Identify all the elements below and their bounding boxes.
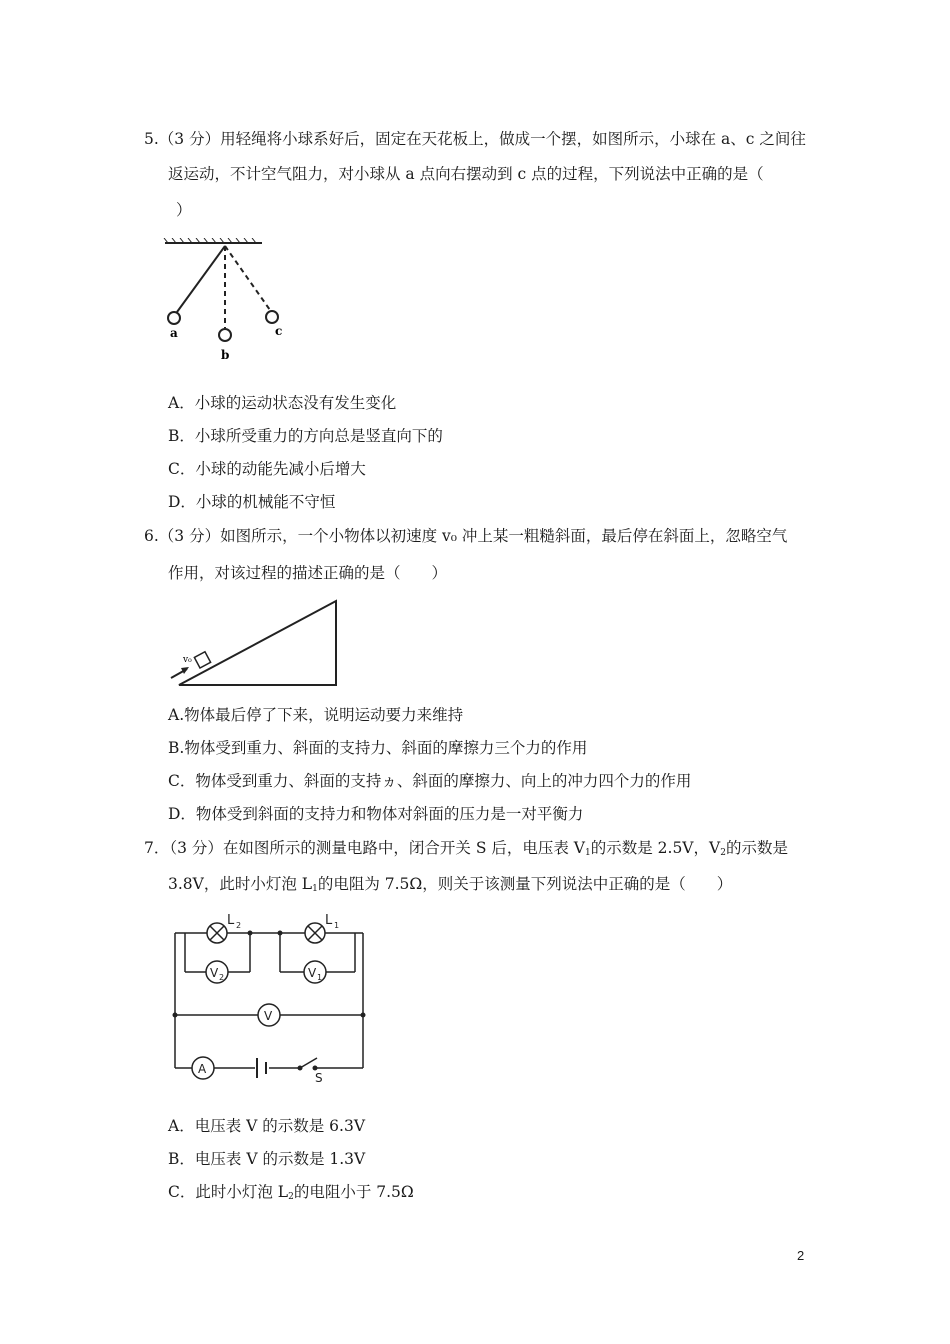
label-v2: V (210, 966, 219, 980)
q6-stem-line2: 作用，对该过程的描述正确的是（ ） (168, 564, 448, 582)
q5-option-b: B．小球所受重力的方向总是竖直向下的 (168, 427, 443, 445)
q5-stem-line3: ） (176, 201, 192, 219)
q5-option-c: C．小球的动能先减小后增大 (168, 460, 366, 478)
q6-stem-line1: 6.（3 分）如图所示，一个小物体以初速度 v₀ 冲上某一粗糙斜面，最后停在斜面上，忽略空气 (144, 527, 788, 545)
q6-option-d: D．物体受到斜面的支持力和物体对斜面的压力是一对平衡力 (168, 805, 584, 823)
label-l2: L (227, 913, 235, 928)
q5-option-d: D．小球的机械能不守恒 (168, 493, 336, 511)
label-l2-sub: 2 (236, 921, 242, 930)
q7-option-a: A．电压表 V 的示数是 6.3V (168, 1117, 366, 1135)
label-v1-sub: 1 (317, 973, 323, 982)
q6-option-a: A.物体最后停了下来，说明运动要力来维持 (168, 706, 464, 724)
label-v: V (264, 1009, 273, 1023)
q6-option-b: B.物体受到重力、斜面的支持力、斜面的摩擦力三个力的作用 (168, 739, 588, 757)
label-a: a (170, 326, 178, 340)
q5-option-a: A．小球的运动状态没有发生变化 (168, 394, 397, 412)
q5-stem-line2: 返运动，不计空气阻力，对小球从 a 点向右摆动到 c 点的过程，下列说法中正确的是（ (168, 165, 764, 183)
label-l1-sub: 1 (334, 921, 340, 930)
q7-stem-line1: 7．（3 分）在如图所示的测量电路中，闭合开关 S 后，电压表 $V_1$的示数是 2.5V，$V_2$的示数是 (144, 839, 788, 858)
incline-figure (165, 596, 340, 690)
label-v2-sub: 2 (219, 973, 225, 982)
q7-option-b: B．电压表 V 的示数是 1.3V (168, 1150, 366, 1168)
page-number: 2 (797, 1248, 805, 1263)
q6-option-c: C．物体受到重力、斜面的支持ヵ、斜面的摩擦力、向上的冲力四个力的作用 (168, 772, 692, 790)
label-c: c (275, 324, 283, 338)
pendulum-figure (160, 238, 300, 363)
label-a-meter: A (198, 1062, 207, 1076)
label-v0: v₀ (183, 655, 192, 665)
q7-stem-line2: 3.8V，此时小灯泡 $L_1$的电阻为 7.5Ω，则关于该测量下列说法中正确的是（ ） (168, 875, 733, 894)
label-b: b (221, 348, 230, 362)
label-l1: L (325, 913, 333, 928)
label-s: S (315, 1071, 323, 1083)
label-v1: V (308, 966, 317, 980)
circuit-figure (165, 908, 370, 1083)
q7-option-c: C．此时小灯泡 $L_2$的电阻小于 7.5Ω (168, 1183, 414, 1202)
q5-stem-line1: 5.（3 分）用轻绳将小球系好后，固定在天花板上，做成一个摆，如图所示，小球在 a、c 之间往 (144, 130, 806, 148)
